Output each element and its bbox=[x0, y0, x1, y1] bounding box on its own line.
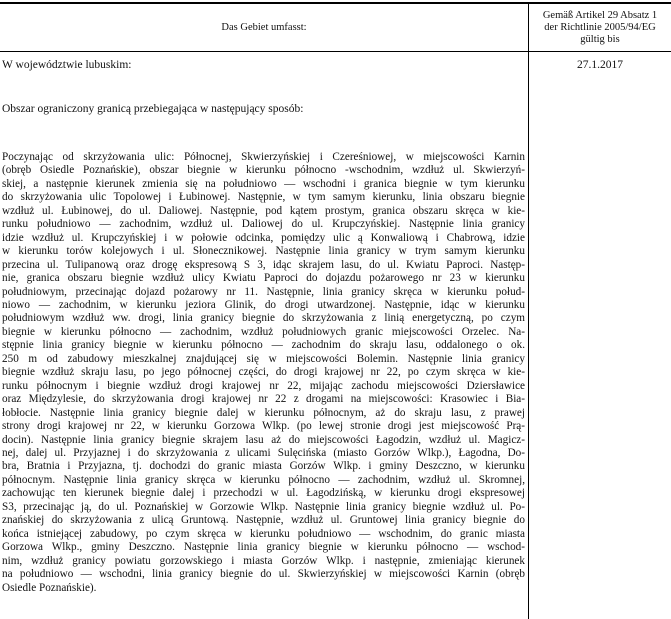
description-line: biegnie wzdłuż skraju lasu, po jego północnej części, do drogi krajowej nr 22, po czym skręca w kie- bbox=[2, 366, 525, 379]
header-validity-line: Gemäß Artikel 29 Absatz 1 bbox=[542, 9, 658, 21]
description-line: strony drogi krajowej nr 22, w kierunku Gorzowa Wlkp. (po lewej stronie drogi jest miejscowość Prą- bbox=[2, 420, 525, 433]
description-line: nie, granica obszaru biegnie wzdłuż ulicy Kwiatu Paproci do dojazdu pożarowego nr 23 w kierunku bbox=[2, 272, 525, 285]
header-area-column bbox=[0, 4, 528, 51]
description-line: południowym wzdłuż ww. drogi, linia granicy biegnie do skrzyżowania z linią energetyczną, po czym bbox=[2, 312, 525, 325]
description-line: niowo — zachodnim, w kierunku jeziora Glinik, do drogi utwardzonej. Następnie, idąc w kierunku bbox=[2, 298, 525, 311]
description-line: wzdłuż ul. Łubinowej, do ul. Daliowej. Następnie, pod kątem prostym, granica obszaru skręca w kie- bbox=[2, 204, 525, 217]
description-line: Gorzowa Wlkp., gminy Deszczno. Następnie linia granicy biegnie w kierunku północno — wschod- bbox=[2, 541, 525, 554]
description-line: biegnie w kierunku północno — zachodnim, wzdłuż południowych granic miejscowości Orzelec. Na- bbox=[2, 325, 525, 338]
description-line: północnym. Następnie linia granicy skręca w kierunku północno — zachodnim, wzdłuż ul. Skromnej, bbox=[2, 473, 525, 486]
description-line: S3, przecinając ją, do ul. Poznańskiej w Gorzowie Wlkp. Następnie linia granicy biegnie wzdłuż ul. Po- bbox=[2, 500, 525, 513]
description-line: bra, Bratnia i Przyjazna, tj. dochodzi do granic miasta Gorzów Wlkp. i gminy Deszczno, w kierunku bbox=[2, 460, 525, 473]
description-line: w kierunku torów kolejowych i ul. Słonecznikowej. Następnie linia granicy w trym samym kierunku bbox=[2, 245, 525, 258]
description-line: łobłocie. Następnie linia granicy biegnie dalej w kierunku północnym, aż do skraju lasu, z prawej bbox=[2, 406, 525, 419]
region-label: W województwie lubuskim: bbox=[2, 59, 132, 71]
description-line: oraz Międzylesie, do skrzyżowania drogi krajowej nr 22 z drogami na miejscowości: Krasowiec i Bia- bbox=[2, 393, 525, 406]
description-line: 250 m od zabudowy mieszkalnej znajdującej się w miejscowości Bolemin. Następnie linia granicy bbox=[2, 352, 525, 365]
description-line: runku północnym i biegnie wzdłuż drogi krajowej nr 22, mijając zachodu miejscowości Dziersławice bbox=[2, 379, 525, 392]
boundary-description bbox=[2, 151, 525, 595]
description-line: docin). Następnie linia granicy biegnie skrajem lasu aż do miejscowości Łagodzin, wzdłuż ul. Magicz- bbox=[2, 433, 525, 446]
description-line: znańskiej do skrzyżowania z ulicą Gruntową. Następnie, wzdłuż ul. Gruntowej linia granicy biegnie do bbox=[2, 514, 525, 527]
description-line: południowym, przecinając dojazd pożarowy nr 11. Następnie, linia granicy skręca w kierunku połud- bbox=[2, 285, 525, 298]
description-line: do skrzyżowania ulic Topolowej i Łubinowej. Następnie, w tym samym kierunku, linia obszaru biegnie bbox=[2, 191, 525, 204]
description-line: nim, wzdłuż granicy powiatu gorzowskiego i miasta Gorzów Wlkp. i następnie, zmieniając kierunek bbox=[2, 554, 525, 567]
area-intro-text: Obszar ograniczony granicą przebiegająca w następujący sposób: bbox=[2, 103, 304, 115]
header-validity-line: der Richtlinie 2005/94/EG bbox=[544, 21, 656, 33]
header-area-label: Das Gebiet umfasst: bbox=[221, 22, 307, 33]
description-line: końca istniejącej zabudowy, po czym skręca w kierunku południowo — wschodnim, do granic miasta bbox=[2, 527, 525, 540]
description-line: Osiedle Poznańskie). bbox=[2, 581, 97, 594]
description-line: runku południowo — zachodnim, wzdłuż ul. Daliowej do ul. Krupczyńskiej. Następnie linia granicy bbox=[2, 218, 525, 231]
header-bottom-border bbox=[0, 51, 671, 52]
description-line: skiej, a następnie kierunek zmienia się na południowo — wschodni i granica biegnie w tym kierunku bbox=[2, 177, 525, 190]
header-validity-column bbox=[529, 4, 671, 51]
description-line: na południowo — wschodni, linia granicy biegnie do ul. Skwierzyńskiej w miejscowości Karnin (obręb bbox=[2, 568, 525, 581]
description-line: idzie wzdłuż ul. Krupczyńskiej i w połowie odcinka, pomiędzy ulic ą Konwaliową i Chabrową, idzie bbox=[2, 231, 525, 244]
valid-until-date: 27.1.2017 bbox=[577, 59, 623, 71]
description-line: stępnie linia granicy biegnie w kierunku północno — zachodnim do skraju lasu, oddalonego o ok. bbox=[2, 339, 525, 352]
header-validity-line: gültig bis bbox=[580, 33, 620, 45]
description-line: Poczynając od skrzyżowania ulic: Północnej, Skwierzyńskiej i Czereśniowej, w miejscowości Karnin bbox=[2, 151, 525, 163]
column-divider bbox=[528, 2, 529, 619]
description-line: nej, dalej ul. Przyjaznej i do skrzyżowania z ulicami Sulęcińska (miasto Gorzów Wlkp.), Łagodna, Do- bbox=[2, 446, 525, 459]
description-line: zachowując ten kierunek biegnie dalej i przechodzi w ul. Łagodzińską, w kierunku drogi ekspresowej bbox=[2, 487, 525, 500]
description-line: (obręb Osiedle Poznańskie), obszar biegnie w kierunku północno -wschodnim, wzdłuż ul. Skwierzyń- bbox=[2, 164, 525, 177]
description-line: przecina ul. Tulipanową oraz drogę ekspresową S 3, idąc skrajem lasu, do ul. Kwiatu Paproci. Następ- bbox=[2, 258, 525, 271]
